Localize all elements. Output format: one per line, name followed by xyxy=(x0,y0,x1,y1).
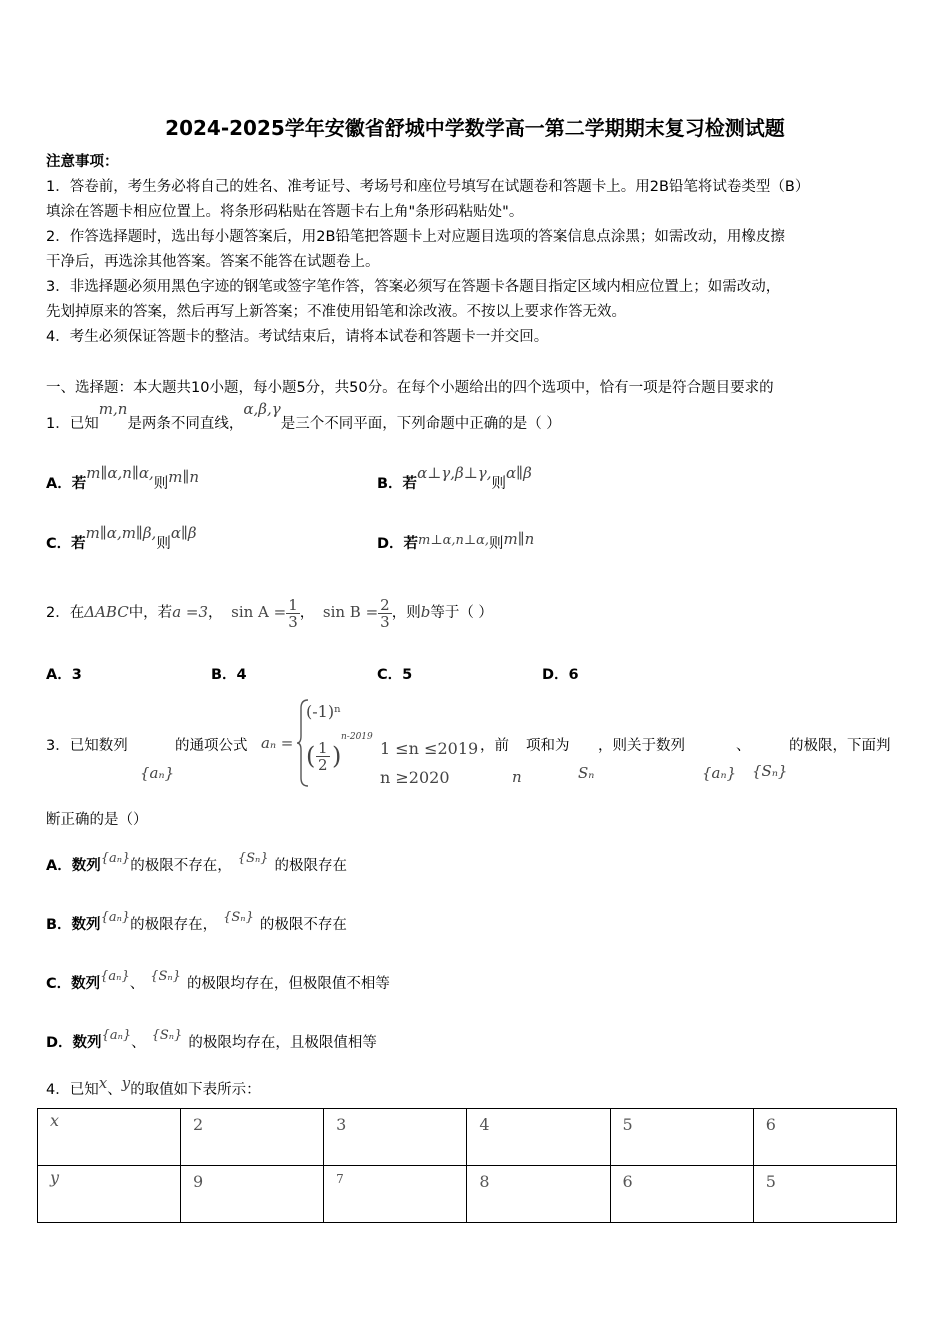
q2-sinA-num: 1 xyxy=(288,595,298,614)
q1-var-mn: m,n xyxy=(98,400,128,418)
q1-text1: 是两条不同直线， xyxy=(127,416,244,432)
q1-option-b-cond: α⊥γ,β⊥γ, xyxy=(417,464,492,482)
q2-sinB-num: 2 xyxy=(380,595,390,614)
table-cell: 2 xyxy=(180,1109,323,1166)
q2-sinB-frac xyxy=(378,597,392,630)
q1-option-c-label: C．若 xyxy=(46,536,86,552)
q3-Sn-set: {Sₙ} xyxy=(752,762,788,780)
q3-option-c-mid: 、 xyxy=(129,976,145,992)
q2-text1: 中，若 xyxy=(128,605,173,621)
q2-sinB: sin B = xyxy=(322,603,379,621)
section-heading: 一、选择题：本大题共10小题，每小题5分，共50分。在每个小题给出的四个选项中，恰有一项是符合题目要求的 xyxy=(46,380,774,396)
notice-line-6: 先划掉原来的答案，然后再写上新答案；不准使用铅笔和涂改液。不按以上要求作答无效。 xyxy=(46,304,626,320)
table-cell: 6 xyxy=(753,1109,896,1166)
q1-var-planes: α,β,γ xyxy=(243,400,281,418)
page-title: 2024-2025学年安徽省舒城中学数学高一第二学期期末复习检测试题 xyxy=(165,116,785,140)
q3-option-d-an: {aₙ} xyxy=(101,1028,132,1043)
q1-option-a xyxy=(46,464,200,493)
q4-num: 4．已知 xyxy=(46,1082,99,1098)
xy-table xyxy=(37,1108,897,1223)
q4-y: y xyxy=(121,1074,131,1092)
q4-sep: 、 xyxy=(107,1082,122,1098)
table-row-x xyxy=(38,1109,897,1166)
q1-option-b-then: 则 xyxy=(491,476,507,492)
notice-line-2: 填涂在答题卡相应位置上。将条形码粘贴在答题卡右上角"条形码粘贴处"。 xyxy=(46,204,524,220)
q3-an-set: {aₙ} xyxy=(140,764,175,782)
q2-comma1: ， xyxy=(208,605,223,621)
notice-line-7: 4．考生必须保证答题卡的整洁。考试结束后，请将本试卷和答题卡一并交回。 xyxy=(46,329,549,345)
q2-sinA: sin A = xyxy=(231,603,287,621)
q3-option-a-sn: {Sₙ} xyxy=(237,851,269,866)
q3-option-c-an: {aₙ} xyxy=(100,969,130,984)
q3-option-b xyxy=(46,910,347,934)
q3-an-set-2: {aₙ} xyxy=(702,764,737,782)
q3-case2-rparen: ) xyxy=(332,742,342,770)
table-row-y xyxy=(38,1166,897,1223)
q3-case2-lparen: ( xyxy=(306,742,316,770)
q2-option-b: B．4 xyxy=(211,667,247,683)
q3-option-a-tail: 的极限存在 xyxy=(274,858,348,874)
q1-option-d-then: 则 xyxy=(489,536,504,552)
q2-comma2: ， xyxy=(299,605,315,621)
notice-line-5: 3．非选择题必须用黑色字迹的钢笔或签字笔作答，答案必须写在答题卡各题目指定区域内相应位置上；如需改动， xyxy=(46,279,781,295)
notice-line-1: 1．答卷前，考生务必将自己的姓名、准考证号、考场号和座位号填写在试题卷和答题卡上。用2B铅笔将试卷类型（B） xyxy=(46,179,810,195)
table-cell: 5 xyxy=(610,1109,753,1166)
q3-option-a-mid: 的极限不存在， xyxy=(130,858,232,874)
q3-option-c xyxy=(46,969,390,993)
q3-option-d-label: D．数列 xyxy=(46,1035,102,1051)
q2-option-c: C．5 xyxy=(377,667,413,683)
q3-option-a-an: {aₙ} xyxy=(100,851,131,866)
q1-option-d-cond: m⊥α,n⊥α, xyxy=(418,533,490,548)
q2-option-d: D．6 xyxy=(542,667,579,683)
q2-sinA-frac xyxy=(286,597,300,630)
q3-text6: 的极限，下面判 xyxy=(789,738,891,754)
table-cell: 5 xyxy=(753,1166,896,1223)
q1-option-b-label: B．若 xyxy=(377,476,418,492)
q2-sinB-den: 3 xyxy=(380,612,390,631)
table-cell: y xyxy=(38,1166,181,1223)
q2-text2: ，则 xyxy=(391,605,421,621)
q3-n: n xyxy=(512,768,522,786)
q3-option-d-sn: {Sₙ} xyxy=(151,1028,183,1043)
q1-num: 1．已知 xyxy=(46,416,99,432)
q3-option-b-tail: 的极限不存在 xyxy=(259,917,347,933)
q1-option-c-concl: α∥β xyxy=(170,524,197,542)
q3-text1: 的通项公式 xyxy=(175,738,248,754)
q2-a-eq: a =3 xyxy=(172,603,209,621)
q2-option-a: A．3 xyxy=(46,667,82,683)
q2-text3: 等于（ ） xyxy=(430,605,493,621)
q1-option-b-concl: α∥β xyxy=(506,464,532,482)
q1-option-a-cond: m∥α,n∥α, xyxy=(86,464,154,482)
notice-line-4: 干净后，再选涂其他答案。答案不能答在试题卷上。 xyxy=(46,254,380,270)
q4-text1: 的取值如下表所示： xyxy=(130,1082,261,1098)
q3-case1: (-1)ⁿ xyxy=(306,702,341,721)
q1-option-c-cond: m∥α,m∥β, xyxy=(85,524,157,542)
notice-heading: 注意事项： xyxy=(46,154,119,170)
q3-an-lhs: aₙ = xyxy=(261,734,294,752)
q3-cond1: 1 ≤n ≤2019 xyxy=(380,739,479,758)
q1-option-c xyxy=(46,524,197,553)
q3-Sn: Sₙ xyxy=(578,764,595,782)
table-cell: 9 xyxy=(180,1166,323,1223)
q3-option-a xyxy=(46,851,348,875)
q3-option-c-tail: 的极限均存在，但极限值不相等 xyxy=(186,976,390,992)
q3-text5: 、 xyxy=(736,738,751,754)
q3-text7: 断正确的是（） xyxy=(46,812,148,828)
q3-num: 3．已知数列 xyxy=(46,738,128,754)
q3-option-b-mid: 的极限存在， xyxy=(130,917,218,933)
q1-option-b xyxy=(377,464,532,493)
q2-b: b xyxy=(420,603,431,621)
q3-option-c-sn: {Sₙ} xyxy=(150,969,181,984)
question-2 xyxy=(46,592,493,632)
q3-option-b-sn: {Sₙ} xyxy=(223,910,254,925)
q3-option-d-mid: 、 xyxy=(131,1035,146,1051)
q1-option-a-label: A．若 xyxy=(46,476,87,492)
q3-case2-num: 1 xyxy=(318,739,328,757)
q3-text3: 项和为 xyxy=(526,738,570,754)
q3-option-c-label: C．数列 xyxy=(46,976,101,992)
q1-option-a-concl: m∥n xyxy=(168,468,200,486)
q1-text2: 是三个不同平面，下列命题中正确的是（ ） xyxy=(280,416,561,432)
q4-x: x xyxy=(98,1074,108,1092)
q3-option-b-an: {aₙ} xyxy=(100,910,131,925)
question-4 xyxy=(46,1074,261,1099)
q1-option-a-then: 则 xyxy=(153,476,169,492)
q3-option-d-tail: 的极限均存在，且极限值相等 xyxy=(188,1035,377,1051)
q2-num: 2．在 xyxy=(46,605,85,621)
q3-case2-frac xyxy=(316,740,330,773)
table-cell: 6 xyxy=(610,1166,753,1223)
q3-option-a-label: A．数列 xyxy=(46,858,101,874)
q1-option-c-then: 则 xyxy=(156,536,171,552)
q1-option-d xyxy=(377,532,534,553)
notice-line-3: 2．作答选择题时，选出每小题答案后，用2B铅笔把答题卡上对应题目选项的答案信息点涂黑；如需改动，用橡皮擦 xyxy=(46,229,785,245)
table-cell: 8 xyxy=(467,1166,610,1223)
q3-option-b-label: B．数列 xyxy=(46,917,101,933)
table-cell: 4 xyxy=(467,1109,610,1166)
question-1 xyxy=(46,400,561,433)
q3-text4: ，则关于数列 xyxy=(598,738,685,754)
q3-option-d xyxy=(46,1028,377,1052)
q2-sinA-den: 3 xyxy=(288,612,298,631)
q3-text2: ，前 xyxy=(480,738,509,754)
q3-cond2: n ≥2020 xyxy=(380,768,450,787)
q1-option-d-concl: m∥n xyxy=(503,530,535,548)
q3-case2-exp: n-2019 xyxy=(341,732,373,742)
table-cell: 7 xyxy=(324,1166,467,1223)
table-cell: x xyxy=(38,1109,181,1166)
q3-case2-den: 2 xyxy=(318,756,328,774)
q1-option-d-label: D．若 xyxy=(377,536,419,552)
q2-triangle: ΔABC xyxy=(84,603,129,621)
table-cell: 3 xyxy=(324,1109,467,1166)
